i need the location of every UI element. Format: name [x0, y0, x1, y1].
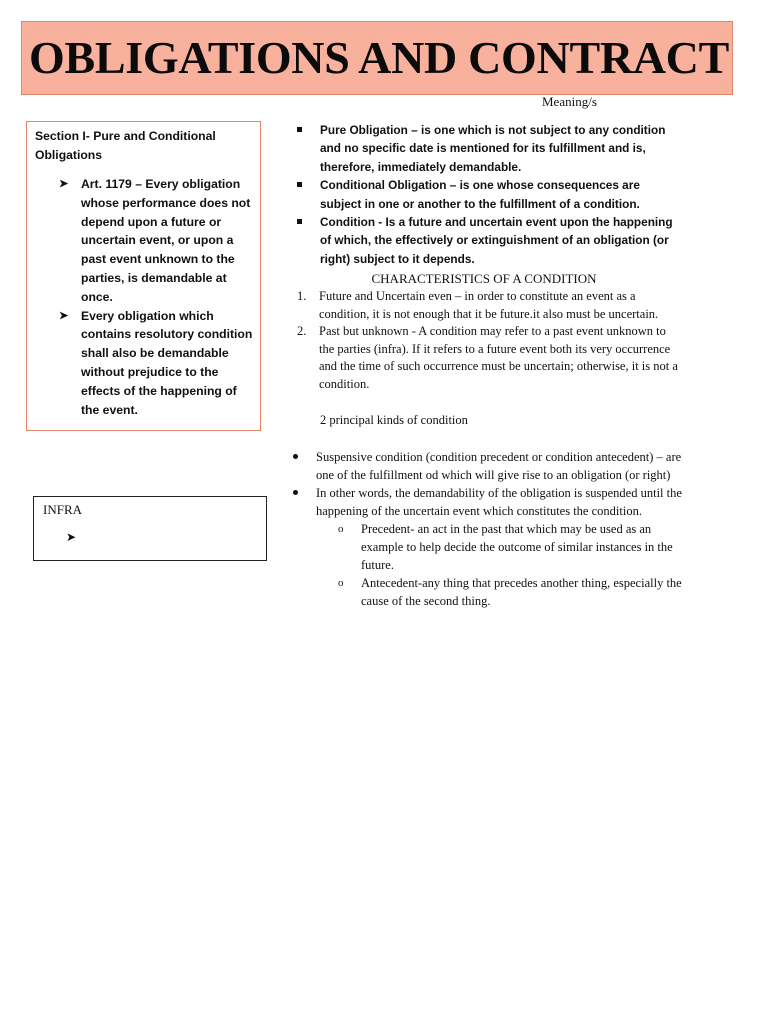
list-item [290, 448, 685, 484]
infra-box [33, 496, 267, 561]
infra-label: INFRA [43, 502, 83, 517]
sub-item-text: Precedent- an act in the past that which may be used as an example to help decide the outcome of similar instances in the future. [361, 522, 673, 572]
kind-text: Suspensive condition (condition precedent or condition antecedent) – are one of the fulfillment od which will give rise to an obligation (or right) [316, 450, 682, 482]
kind-text: In other words, the demandability of the obligation is suspended until the happening of the uncertain event which constitutes the condition. [316, 486, 682, 518]
section-list [35, 175, 257, 419]
dot-bullet-icon [293, 454, 298, 459]
circle-bullet-icon: o [338, 523, 344, 535]
circle-bullet-icon: o [338, 577, 344, 589]
sub-list-item [316, 574, 685, 610]
list-item [294, 288, 684, 323]
list-item [290, 484, 685, 610]
item-text: Past but unknown - A condition may refer to a past event unknown to the parties (infra). If it refers to a future event both its very occurrence and the time of such occurrence must be uncertain; otherwise, it is not a condition. [319, 324, 678, 391]
list-item [294, 176, 684, 213]
list-item [294, 323, 684, 393]
principal-kinds-label: 2 principal kinds of condition [320, 413, 468, 427]
definitions-list [294, 121, 684, 268]
item-number: 1. [297, 289, 307, 303]
sub-list-item [316, 520, 685, 574]
sub-list [316, 520, 685, 610]
kinds-list [290, 448, 685, 610]
definition-text: Conditional Obligation – is one whose consequences are subject in one or another to the fulfillment of a condition. [320, 178, 640, 211]
arrow-bullet-icon: ➤ [66, 530, 77, 544]
characteristics-heading: CHARACTERISTICS OF A CONDITION [371, 271, 597, 286]
arrow-bullet-icon: ➤ [59, 178, 69, 190]
list-item [35, 307, 257, 420]
item-text: Future and Uncertain even – in order to constitute an event as a condition, it is not enough that it be future.it also must be uncertain. [319, 289, 659, 321]
section-box [26, 121, 261, 431]
section-heading: Section I- Pure and Conditional Obligations [35, 129, 216, 162]
list-item [35, 175, 257, 307]
page-title: OBLIGATIONS AND CONTRACT [29, 32, 729, 83]
article-number: Art. 1179 [81, 177, 132, 191]
article-text: Every obligation which contains resolutory condition shall also be demandable without prejudice to the effects of the happening of the event. [81, 308, 253, 417]
characteristics-list [294, 288, 684, 394]
item-number: 2. [297, 324, 307, 339]
meaning-label: Meaning/s [542, 94, 597, 109]
article-text: – Every obligation whose performance does not depend upon a future or uncertain event, or upon a past event unknown to the parties, is demandable at once. [81, 177, 251, 304]
arrow-bullet-icon: ➤ [59, 309, 69, 322]
square-bullet-icon [297, 127, 302, 132]
definition-text: Condition - Is a future and uncertain event upon the happening of which, the effectively or extinguishment of an obligation (or right) subject to it depends. [320, 215, 673, 266]
title-banner [21, 21, 733, 95]
definition-text: Pure Obligation – is one which is not subject to any condition and no specific date is mentioned for its fulfillment and is, therefore, immediately demandable. [320, 123, 666, 174]
sub-item-text: Antecedent-any thing that precedes another thing, especially the cause of the second thing. [361, 576, 682, 608]
list-item [294, 213, 684, 268]
square-bullet-icon [297, 182, 302, 187]
square-bullet-icon [297, 219, 302, 224]
list-item [294, 121, 684, 176]
dot-bullet-icon [293, 490, 298, 495]
